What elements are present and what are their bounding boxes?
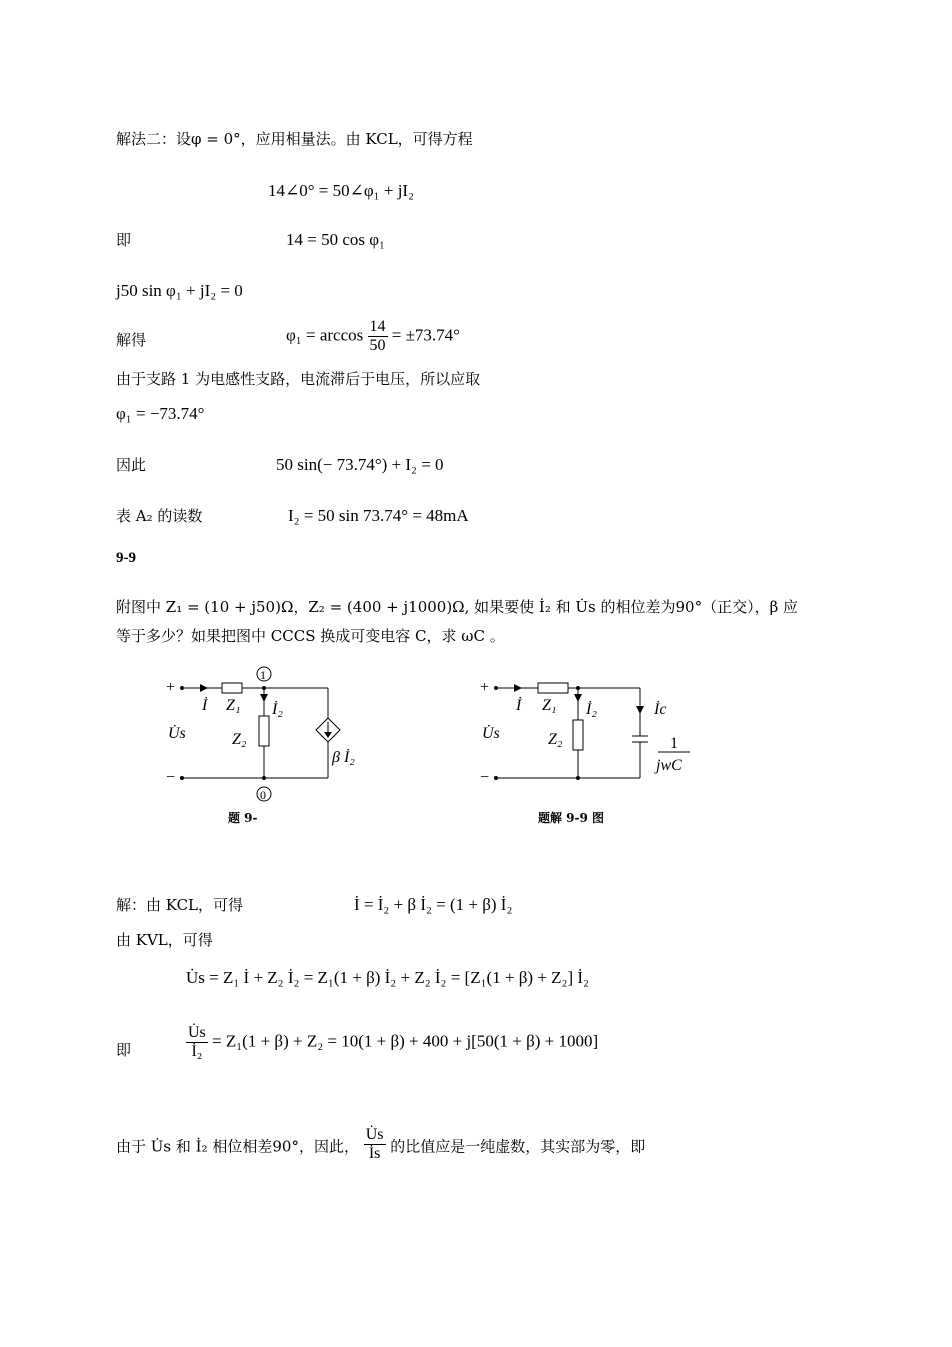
label-jiede: 解得 xyxy=(116,331,147,349)
phi-fraction-num: 14 xyxy=(369,318,386,335)
section-heading-9-9: 9-9 xyxy=(116,550,136,566)
equation-ammeter-reading: I₂ = 50 sin 73.74° = 48mA xyxy=(288,506,469,525)
conclusion-fraction-den: İs xyxy=(368,1145,381,1162)
fig2-current-i: İ xyxy=(516,697,522,714)
phi-lhs: φ₁ = arccos xyxy=(286,325,364,345)
fig1-plus: + xyxy=(166,679,176,696)
fig2-voltage-us: U̇s xyxy=(482,725,500,742)
fig2-cap-denominator: jwC xyxy=(656,757,682,774)
method-two-intro: 解法二：设φ = 0°，应用相量法。由 KCL，可得方程 xyxy=(116,130,473,148)
fig1-cccs-label: β İ₂ xyxy=(332,749,355,766)
ratio-fraction xyxy=(186,1024,208,1061)
fig1-current-i2: İ₂ xyxy=(272,701,283,718)
fig2-plus: + xyxy=(480,679,490,696)
equation-imag-part: j50 sin φ₁ + jI₂ = 0 xyxy=(116,281,243,300)
fig2-z1: Z₁ xyxy=(542,697,557,714)
problem-statement-line2: 等于多少？如果把图中 CCCS 换成可变电容 C，求 ωC 。 xyxy=(116,627,505,645)
fig2-z2: Z₂ xyxy=(548,731,563,748)
fig2-cap-numerator: 1 xyxy=(670,735,678,752)
label-yinci: 因此 xyxy=(116,456,147,474)
equation-phi-negative: φ₁ = −73.74° xyxy=(116,404,205,423)
ratio-rhs: = Z₁(1 + β) + Z₂ = 10(1 + β) + 400 + j[50(1 + β) + 1000] xyxy=(212,1031,599,1051)
fig2-current-ic: İc xyxy=(654,701,667,718)
solution-kcl-label: 解：由 KCL，可得 xyxy=(116,896,244,914)
circuit-figure-capacitor xyxy=(476,670,706,790)
conclusion-fraction-num: U̇s xyxy=(365,1126,384,1143)
equation-phi-solution xyxy=(286,318,460,355)
solution-kvl-equation: U̇s = Z₁ İ + Z₂ İ₂ = Z₁(1 + β) İ₂ + Z₂ İ₂ = [Z₁(1 + β) + Z₂] İ₂ xyxy=(186,968,589,987)
fig1-z2: Z₂ xyxy=(232,731,247,748)
equation-kcl: 14∠0° = 50∠φ₁ + jI₂ xyxy=(268,181,415,200)
label-ji-2: 即 xyxy=(116,1041,132,1059)
solution-kcl-equation: İ = İ₂ + β İ₂ = (1 + β) İ₂ xyxy=(354,895,513,914)
phi-fraction xyxy=(368,318,388,355)
equation-real-part: 14 = 50 cos φ₁ xyxy=(286,230,385,249)
fig1-node-bottom: 0 xyxy=(260,788,266,802)
fig1-voltage-us: U̇s xyxy=(168,725,186,742)
conclusion-fraction xyxy=(364,1126,386,1163)
fig1-node-top: 1 xyxy=(260,668,266,682)
label-ji: 即 xyxy=(116,231,132,249)
solution-kvl-label: 由 KVL，可得 xyxy=(116,931,213,949)
ratio-fraction-den: İ₂ xyxy=(191,1043,203,1060)
phi-rhs: = ±73.74° xyxy=(391,325,460,345)
figure1-caption: 题 9- xyxy=(228,811,258,825)
fig2-minus: − xyxy=(480,769,490,786)
figure2-caption: 题解 9-9 图 xyxy=(538,811,605,825)
phi-fraction-den: 50 xyxy=(369,337,386,354)
inductive-branch-text: 由于支路 1 为电感性支路，电流滞后于电压，所以应取 xyxy=(116,370,481,388)
circuit-figure-cccs xyxy=(160,660,355,802)
label-ammeter: 表 A₂ 的读数 xyxy=(116,507,203,525)
conclusion-post: 的比值应是一纯虚数，其实部为零，即 xyxy=(390,1137,646,1156)
conclusion-pre: 由于 U̇s 和 İ₂ 相位相差90°，因此， xyxy=(116,1137,359,1156)
problem-statement-line1: 附图中 Z₁ = (10 + j50)Ω，Z₂ = (400 + j1000)Ω, 如果要使 İ₂ 和 U̇s 的相位差为90°（正交），β 应 xyxy=(116,598,799,616)
solution-ratio-equation xyxy=(186,1024,598,1061)
fig1-current-i: İ xyxy=(202,697,208,714)
ratio-fraction-num: U̇s xyxy=(188,1024,206,1041)
fig1-z1: Z₁ xyxy=(226,697,241,714)
fig2-current-i2: İ₂ xyxy=(586,701,597,718)
equation-substitution: 50 sin(− 73.74°) + I₂ = 0 xyxy=(276,455,444,474)
fig1-minus: − xyxy=(166,769,176,786)
solution-conclusion xyxy=(116,1126,646,1163)
